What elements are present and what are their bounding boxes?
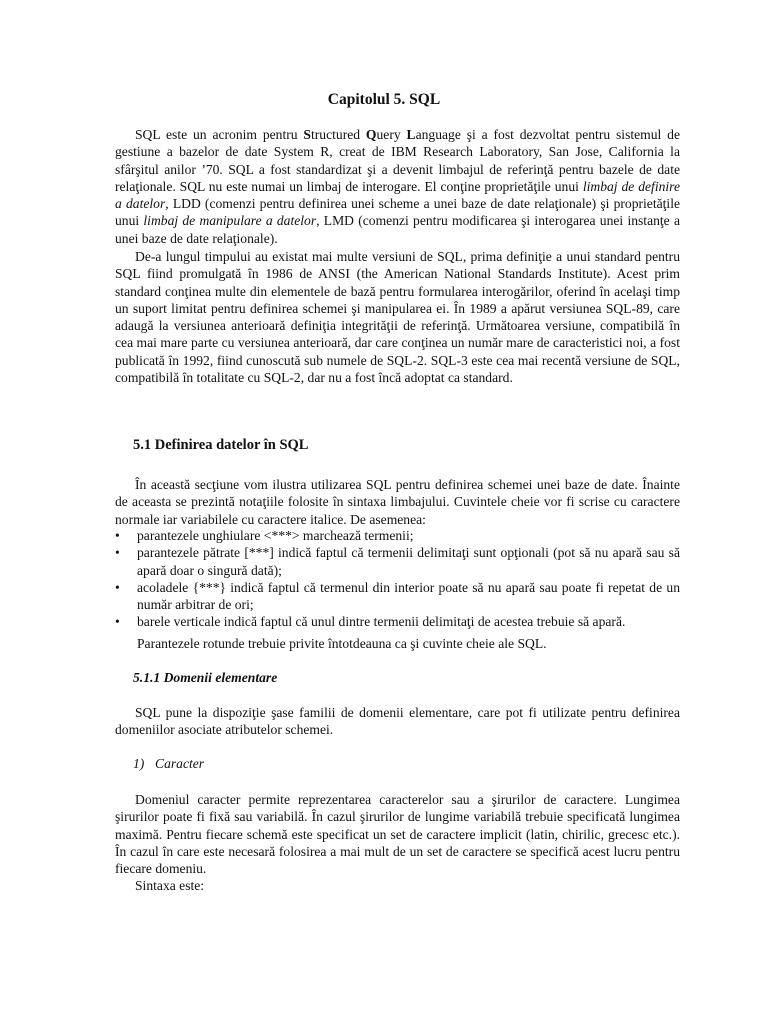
notation-list — [115, 527, 680, 631]
section-5-1-1-paragraph: SQL pune la dispoziţie şase familii de domenii elementare, care pot fi utilizate pentru definirea domeniilor asociate atributelor schemei. — [115, 705, 680, 738]
intro-paragraph-2: De-a lungul timpului au existat mai multe versiuni de SQL, prima definiţie a unui standard pentru SQL fiind promulgată în 1986 de ANSI (the American National Standards Institute). Acest prim standard conţinea multe din elementele de bază pentru formularea interogărilor, oferind în acelaşi timp un suport limitat pentru definirea schemei şi manipularea ei. În 1989 a apărut versiunea SQL-89, care adaugă la versiunea anterioară definiţia integrităţii de referinţă. Următoarea versiune, compatibilă în cea mai mare parte cu versiunea anterioară, dar care conţinea un număr mare de caracteristici noi, a fost publicată în 1992, fiind cunoscută sub numele de SQL-2. SQL-3 este cea mai recentă versiune de SQL, compatibilă în totalitate cu SQL-2, dar nu a fost încă adoptat ca standard. — [115, 249, 680, 386]
caracter-paragraph: Domeniul caracter permite reprezentarea caracterelor sau a şirurilor de caractere. Lungimea şirurilor poate fi fixă sau variabilă. În cazul şirurilor de lungime variabilă trebuie specificată lungimea maximă. Pentru fiecare schemă este specificat un set de caractere implicit (latin, chirilic, grecesc etc.). În cazul în care este necesară folosirea a mai mult de un set de caractere se specifică acest lucru pentru fiecare domeniu. — [115, 792, 680, 877]
subsection-heading-caracter: 1) Caracter — [133, 756, 205, 771]
section-heading-5-1-1: 5.1.1 Domenii elementare — [133, 670, 278, 685]
chapter-title: Capitolul 5. SQL — [327, 91, 441, 108]
syntax-label: Sintaxa este: — [135, 878, 205, 893]
list-item: • parantezele pătrate [***] indică faptul că termenii delimitaţi sunt opţionali (pot să nu apară sau să apară doar o singură dată); — [115, 544, 680, 579]
list-item: • parantezele unghiulare <***> marchează termenii; — [115, 527, 680, 544]
intro-paragraph-1: SQL este un acronim pentru Structured Query Language şi a fost dezvoltat pentru sistemul de gestiune a bazelor de date System R, creat de IBM Research Laboratory, San Jose, California la sfârşitul anilor ’70. SQL a fost standardizat şi a devenit limbajul de referinţă pentru bazele de date relaţionale. SQL nu este numai un limbaj de interogare. El conţine proprietăţile unui limbaj de definire a datelor, LDD (comenzi pentru definirea unei scheme a unei baze de date relaţionale) şi proprietăţile unui limbaj de manipulare a datelor, LMD (comenzi pentru modificarea şi interogarea unei instanţe a unei baze de date relaţionale). — [115, 127, 681, 246]
list-item: • acoladele {***} indică faptul că termenul din interior poate să nu apară sau poate fi repetat de un număr arbitrar de ori; — [115, 579, 680, 614]
parentheses-note: Parantezele rotunde trebuie privite întotdeauna ca şi cuvinte cheie ale SQL. — [137, 636, 547, 651]
section-5-1-paragraph: În această secţiune vom ilustra utilizarea SQL pentru definirea schemei unei baze de date. Înainte de aceasta se prezintă notaţiile folosite în sintaxa limbajului. Cuvintele cheie vor fi scrise cu caractere normale iar variabilele cu caractere italice. De asemenea: — [115, 477, 680, 527]
list-item: • barele verticale indică faptul că unul dintre termenii delimitaţi de acestea trebuie să apară. — [115, 613, 680, 630]
section-heading-5-1: 5.1 Definirea datelor în SQL — [133, 437, 309, 453]
